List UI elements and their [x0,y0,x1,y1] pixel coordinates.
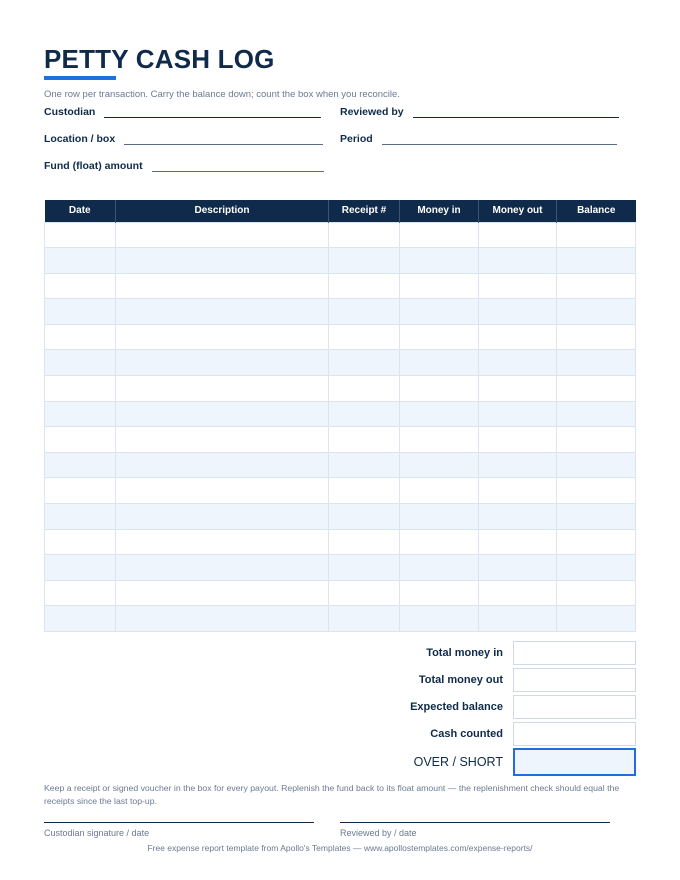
reviewer-signature-label: Reviewed by / date [340,828,417,838]
date-cell[interactable] [45,555,116,581]
money-in-cell[interactable] [400,478,479,504]
receipt-cell[interactable] [329,299,400,325]
money-in-cell[interactable] [400,376,479,402]
money-out-cell[interactable] [479,222,557,248]
custodian-signature-line[interactable] [44,822,314,823]
column-header-description: Description [116,200,329,222]
page-footer: Free expense report template from Apollo's Templates — www.apollostemplates.com/expense-reports/ [147,843,533,853]
table-row [45,580,636,606]
date-cell[interactable] [45,478,116,504]
instructions-note: Keep a receipt or signed voucher in the box for every payout. Replenish the fund back to its float amount — the replenishment check should equal the receipts since the last top-up. [44,783,620,806]
table-row [45,555,636,581]
expected-balance-row [343,695,636,719]
description-cell[interactable] [116,401,329,427]
receipt-cell[interactable] [329,452,400,478]
table-row [45,478,636,504]
money-out-cell[interactable] [479,299,557,325]
cash-counted-box[interactable] [513,722,636,746]
receipt-cell[interactable] [329,248,400,274]
fund-amount-label: Fund (float) amount [44,160,143,172]
table-row [45,376,636,402]
table-row [45,401,636,427]
description-cell[interactable] [116,580,329,606]
reviewer-signature [340,822,610,838]
total-money-out-label: Total money out [418,674,503,686]
total-money-out-row [343,668,636,692]
balance-cell[interactable] [557,452,636,478]
receipt-cell[interactable] [329,580,400,606]
receipt-cell[interactable] [329,529,400,555]
receipt-cell[interactable] [329,350,400,376]
description-cell[interactable] [116,299,329,325]
column-header-balance: Balance [557,200,636,222]
table-row [45,529,636,555]
description-cell[interactable] [116,350,329,376]
receipt-cell[interactable] [329,478,400,504]
page-subtitle: One row per transaction. Carry the balance down; count the box when you reconcile. [44,89,400,100]
balance-cell[interactable] [557,427,636,453]
money-out-cell[interactable] [479,350,557,376]
description-cell[interactable] [116,452,329,478]
money-out-cell[interactable] [479,452,557,478]
column-header-date: Date [45,200,116,222]
money-in-cell[interactable] [400,504,479,530]
money-in-cell[interactable] [400,273,479,299]
table-row [45,248,636,274]
custodian-label: Custodian [44,106,96,118]
money-out-cell[interactable] [479,504,557,530]
date-cell[interactable] [45,350,116,376]
balance-cell[interactable] [557,580,636,606]
date-cell[interactable] [45,222,116,248]
balance-cell[interactable] [557,606,636,632]
table-row [45,452,636,478]
description-cell[interactable] [116,222,329,248]
table-row [45,427,636,453]
transaction-log-table [44,200,636,632]
location-box-label: Location / box [44,133,116,145]
table-row [45,273,636,299]
money-out-cell[interactable] [479,529,557,555]
date-cell[interactable] [45,376,116,402]
fund-amount-input-line[interactable] [152,161,324,172]
table-row [45,222,636,248]
money-in-cell[interactable] [400,222,479,248]
description-cell[interactable] [116,606,329,632]
receipt-cell[interactable] [329,222,400,248]
custodian-signature-label: Custodian signature / date [44,828,150,838]
description-cell[interactable] [116,273,329,299]
reviewed-by-field [340,106,619,118]
money-in-cell[interactable] [400,324,479,350]
money-in-cell[interactable] [400,427,479,453]
description-cell[interactable] [116,427,329,453]
money-out-cell[interactable] [479,273,557,299]
money-out-cell[interactable] [479,324,557,350]
money-out-cell[interactable] [479,401,557,427]
custodian-field [44,106,321,118]
table-row [45,504,636,530]
date-cell[interactable] [45,452,116,478]
reviewed-by-label: Reviewed by [340,106,404,118]
balance-cell[interactable] [557,401,636,427]
money-out-cell[interactable] [479,376,557,402]
date-cell[interactable] [45,324,116,350]
over-short-box[interactable] [513,748,636,776]
reviewed-by-input-line[interactable] [413,107,619,118]
receipt-cell[interactable] [329,606,400,632]
date-cell[interactable] [45,299,116,325]
cash-counted-label: Cash counted [430,728,503,740]
money-out-cell[interactable] [479,427,557,453]
transaction-rows [45,222,636,632]
description-cell[interactable] [116,376,329,402]
receipt-cell[interactable] [329,376,400,402]
location-box-field [44,133,323,145]
receipt-cell[interactable] [329,273,400,299]
money-out-cell[interactable] [479,580,557,606]
date-cell[interactable] [45,248,116,274]
column-header-receipt: Receipt # [329,200,400,222]
money-in-cell[interactable] [400,452,479,478]
money-out-cell[interactable] [479,555,557,581]
table-header-row [45,200,636,222]
balance-cell[interactable] [557,299,636,325]
reviewer-signature-line[interactable] [340,822,610,823]
balance-cell[interactable] [557,529,636,555]
description-cell[interactable] [116,504,329,530]
balance-cell[interactable] [557,350,636,376]
money-in-cell[interactable] [400,248,479,274]
money-in-cell[interactable] [400,299,479,325]
money-in-cell[interactable] [400,401,479,427]
page-title: PETTY CASH LOG [44,44,275,74]
period-input-line[interactable] [382,134,617,145]
balance-cell[interactable] [557,478,636,504]
money-in-cell[interactable] [400,350,479,376]
money-out-cell[interactable] [479,248,557,274]
date-cell[interactable] [45,529,116,555]
balance-cell[interactable] [557,504,636,530]
receipt-cell[interactable] [329,427,400,453]
expected-balance-box[interactable] [513,695,636,719]
description-cell[interactable] [116,324,329,350]
cash-counted-row [343,722,636,746]
description-cell[interactable] [116,478,329,504]
column-header-money-out: Money out [479,200,557,222]
table-row [45,324,636,350]
money-out-cell[interactable] [479,606,557,632]
date-cell[interactable] [45,606,116,632]
money-out-cell[interactable] [479,478,557,504]
total-money-in-label: Total money in [426,647,503,659]
period-field [340,133,617,145]
date-cell[interactable] [45,401,116,427]
expected-balance-label: Expected balance [410,701,503,713]
table-row [45,350,636,376]
fund-amount-field [44,160,324,172]
receipt-cell[interactable] [329,555,400,581]
custodian-signature [44,822,314,838]
title-accent-bar [44,76,116,80]
money-in-cell[interactable] [400,606,479,632]
receipt-cell[interactable] [329,401,400,427]
location-box-input-line[interactable] [124,134,323,145]
total-money-in-row [343,641,636,665]
date-cell[interactable] [45,427,116,453]
money-in-cell[interactable] [400,529,479,555]
custodian-input-line[interactable] [104,107,321,118]
money-in-cell[interactable] [400,555,479,581]
balance-cell[interactable] [557,555,636,581]
total-money-in-box[interactable] [513,641,636,665]
balance-cell[interactable] [557,324,636,350]
description-cell[interactable] [116,555,329,581]
total-money-out-box[interactable] [513,668,636,692]
receipt-cell[interactable] [329,324,400,350]
balance-cell[interactable] [557,248,636,274]
balance-cell[interactable] [557,376,636,402]
column-header-money-in: Money in [400,200,479,222]
balance-cell[interactable] [557,273,636,299]
period-label: Period [340,133,373,145]
balance-cell[interactable] [557,222,636,248]
table-row [45,606,636,632]
description-cell[interactable] [116,529,329,555]
description-cell[interactable] [116,248,329,274]
table-row [45,299,636,325]
date-cell[interactable] [45,580,116,606]
over-short-label: OVER / SHORT [413,755,503,769]
receipt-cell[interactable] [329,504,400,530]
money-in-cell[interactable] [400,580,479,606]
over-short-row [343,748,636,776]
date-cell[interactable] [45,273,116,299]
date-cell[interactable] [45,504,116,530]
